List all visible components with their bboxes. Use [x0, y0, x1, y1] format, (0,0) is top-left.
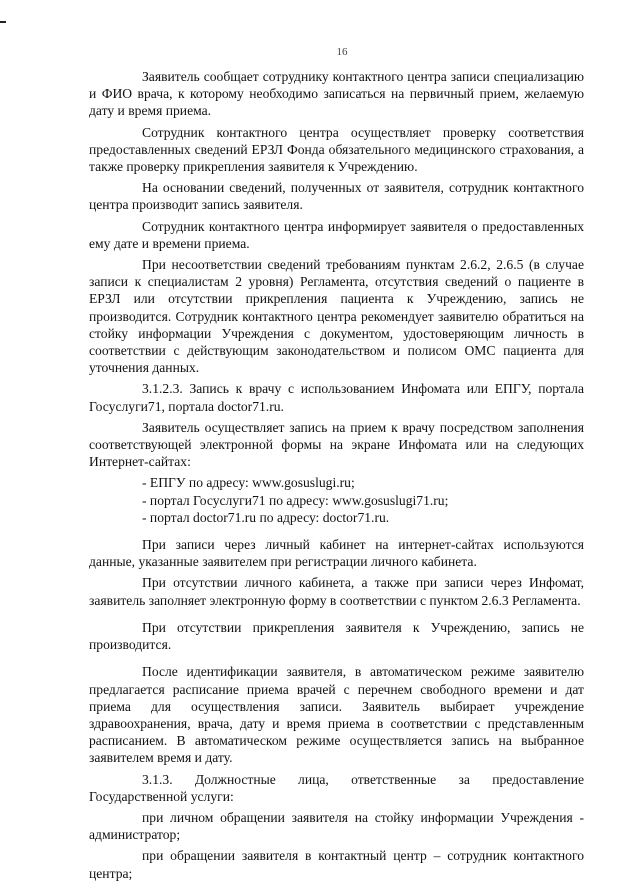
paragraph-no-account: При отсутствии личного кабинета, а также при записи через Инфомат, заявитель заполняет электронную форму в соответствии с пунктом 2.6.3 Регламента.	[89, 575, 584, 608]
paragraph-identification: После идентификации заявителя, в автоматическом режиме заявителю предлагается расписание приема врачей с перечнем свободного времени и дат приема для осуществления записи. Заявитель выбирает учреждение здравоохранения, врача, дату и время приема в соответствии с представленным расписанием. В автоматическом режиме осуществляется запись на выбранное заявителем время и дату.	[89, 664, 584, 766]
list-item-epgu: - ЕПГУ по адресу: www.gosuslugi.ru;	[142, 475, 355, 491]
list-item-gosuslugi71: - портал Госуслуги71 по адресу: www.gosuslugi71.ru;	[142, 492, 449, 508]
paragraph-administrator: при личном обращении заявителя на стойку информации Учреждения - администратор;	[89, 809, 584, 843]
paragraph-informing: Сотрудник контактного центра информирует заявителя о предоставленных ему дате и времени приема.	[89, 218, 584, 251]
page-number: 16	[336, 46, 348, 58]
list-item-doctor71: - портал doctor71.ru по адресу: doctor71.ru.	[142, 509, 390, 525]
paragraph-intro-applicant: Заявитель сообщает сотруднику контактного центра записи специализацию и ФИО врача, к которому необходимо записаться на первичный прием, желаемую дату и время приема.	[89, 69, 584, 119]
paragraph-no-attachment: При отсутствии прикрепления заявителя к Учреждению, запись не производится.	[89, 619, 584, 653]
paragraph-noncompliance: При несоответствии сведений требованиям пунктам 2.6.2, 2.6.5 (в случае записи к специалистам 2 уровня) Регламента, отсутствия сведений о пациенте в ЕРЗЛ или отсутствии прикрепления пациента к Учреждению, запись не производится. Сотрудник контактного центра рекомендует заявителю обратиться на стойку информации Учреждения с документом, удостоверяющим личность в соответствии с действующим законодательством и полисом ОМС пациента для уточнения данных.	[89, 257, 584, 376]
paragraph-section-3-1-2-3: 3.1.2.3. Запись к врачу с использованием Инфомата или ЕПГУ, портала Госуслуги71, портала doctor71.ru.	[89, 381, 584, 414]
scan-edge-mark	[0, 21, 6, 23]
paragraph-registration: На основании сведений, полученных от заявителя, сотрудник контактного центра производит запись заявителя.	[89, 180, 584, 213]
paragraph-online-form: Заявитель осуществляет запись на прием к врачу посредством заполнения соответствующей электронной формы на экране Инфомата или на следующих Интернет-сайтах:	[89, 419, 584, 470]
paragraph-verification: Сотрудник контактного центра осуществляет проверку соответствия предоставленных сведений ЕРЗЛ Фонда обязательного медицинского страхования, а также проверку прикрепления заявителя к Учреждению.	[89, 124, 584, 175]
paragraph-personal-account: При записи через личный кабинет на интернет-сайтах используются данные, указанные заявителем при регистрации личного кабинета.	[89, 537, 584, 570]
paragraph-contact-center: при обращении заявителя в контактный центр – сотрудник контактного центра;	[89, 848, 584, 881]
paragraph-section-3-1-3: 3.1.3. Должностные лица, ответственные за предоставление Государственной услуги:	[89, 771, 584, 804]
document-body	[89, 68, 584, 886]
